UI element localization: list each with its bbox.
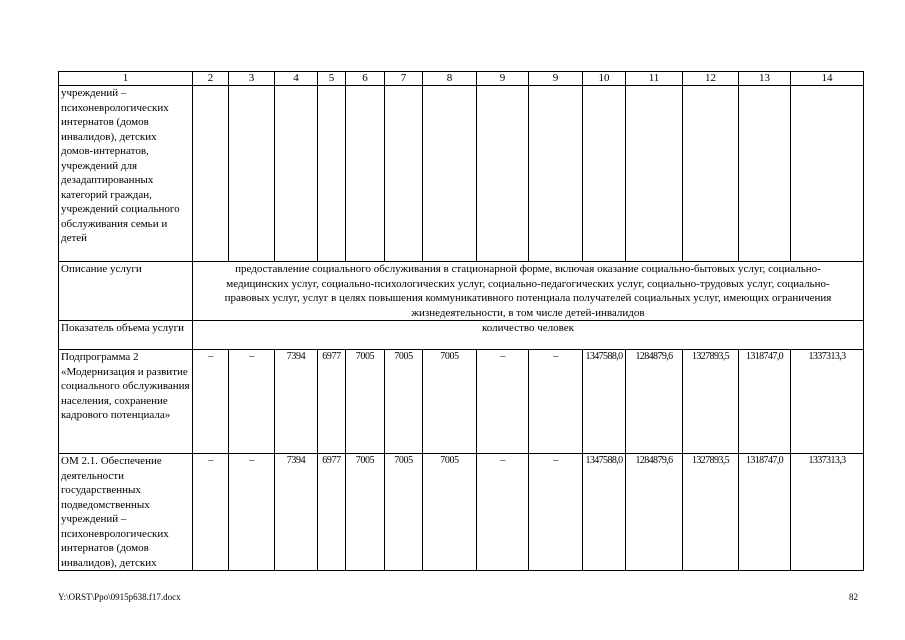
row-label: Описание услуги <box>59 262 193 321</box>
table-cell <box>583 86 626 262</box>
table-cell: 1318747,0 <box>739 454 791 571</box>
table-cell <box>346 86 385 262</box>
table-cell <box>385 86 423 262</box>
table-cell: – <box>193 350 229 454</box>
header-cell: 6 <box>346 72 385 86</box>
row-label: Показатель объема услуги <box>59 321 193 350</box>
table-cell: 1327893,5 <box>683 454 739 571</box>
table-cell: – <box>477 454 529 571</box>
service-description: предоставление социального обслуживания в стационарной форме, включая оказание социально-бытовых услуг, социально-медицинских услуг, социально-психологических услуг, социально-педагогических услуг, социально-трудовых услуг, социально-правовых услуг, услуг в целях повышения коммуникативного потенциала получателей социальных услуг, имеющих ограничения жизнедеятельности, в том числе детей-инвалидов <box>193 262 864 321</box>
table-header-row <box>59 72 864 86</box>
header-cell: 4 <box>275 72 318 86</box>
footer-file-path: Y:\ORST\Ppo\0915p638.f17.docx <box>58 592 181 602</box>
table-cell <box>275 86 318 262</box>
header-cell: 11 <box>626 72 683 86</box>
row-label: Подпрограмма 2 «Модернизация и развитие социального обслуживания населения, сохранение кадрового потенциала» <box>59 350 193 454</box>
header-cell: 3 <box>229 72 275 86</box>
table-cell: 7005 <box>346 350 385 454</box>
header-cell: 9 <box>477 72 529 86</box>
table-row <box>59 86 864 262</box>
table-cell: 7394 <box>275 454 318 571</box>
header-cell: 13 <box>739 72 791 86</box>
volume-indicator: количество человек <box>193 321 864 350</box>
table-cell <box>529 86 583 262</box>
table-cell <box>791 86 864 262</box>
header-cell: 12 <box>683 72 739 86</box>
table-cell: 7005 <box>423 350 477 454</box>
table-cell: – <box>229 454 275 571</box>
table-cell: 7005 <box>385 350 423 454</box>
table-cell: 7005 <box>385 454 423 571</box>
table-cell: 7005 <box>423 454 477 571</box>
header-cell: 5 <box>318 72 346 86</box>
table-cell: 7394 <box>275 350 318 454</box>
header-cell: 9 <box>529 72 583 86</box>
table-cell <box>193 86 229 262</box>
data-table <box>58 71 864 571</box>
table-cell: 1327893,5 <box>683 350 739 454</box>
table-cell: 6977 <box>318 350 346 454</box>
table-cell <box>739 86 791 262</box>
table-cell: – <box>529 350 583 454</box>
table-cell: 1284879,6 <box>626 350 683 454</box>
page-number: 82 <box>849 592 858 602</box>
header-cell: 14 <box>791 72 864 86</box>
header-cell: 1 <box>59 72 193 86</box>
table-cell: – <box>529 454 583 571</box>
table-cell <box>683 86 739 262</box>
table-cell: – <box>229 350 275 454</box>
row-label: ОМ 2.1. Обеспечение деятельности государственных подведомственных учреждений – психоневрологических интернатов (домов инвалидов), детских <box>59 454 193 571</box>
table-cell <box>229 86 275 262</box>
table-cell: 7005 <box>346 454 385 571</box>
table-row <box>59 454 864 571</box>
header-cell: 2 <box>193 72 229 86</box>
table-cell: 1337313,3 <box>791 454 864 571</box>
table-row <box>59 350 864 454</box>
table-cell: 6977 <box>318 454 346 571</box>
header-cell: 10 <box>583 72 626 86</box>
table-cell <box>477 86 529 262</box>
table-cell: 1347588,0 <box>583 350 626 454</box>
table-cell: 1318747,0 <box>739 350 791 454</box>
header-cell: 8 <box>423 72 477 86</box>
table-row <box>59 262 864 321</box>
table-row <box>59 321 864 350</box>
row-label: учреждений – психоневрологических интернатов (домов инвалидов), детских домов-интернатов, учреждений для дезадаптированных категорий граждан, учреждений социального обслуживания семьи и детей <box>59 86 193 262</box>
table-cell: – <box>477 350 529 454</box>
table-cell <box>318 86 346 262</box>
table-cell <box>423 86 477 262</box>
table-cell: 1284879,6 <box>626 454 683 571</box>
table-cell <box>626 86 683 262</box>
header-cell: 7 <box>385 72 423 86</box>
table-cell: 1337313,3 <box>791 350 864 454</box>
table-cell: 1347588,0 <box>583 454 626 571</box>
table-cell: – <box>193 454 229 571</box>
